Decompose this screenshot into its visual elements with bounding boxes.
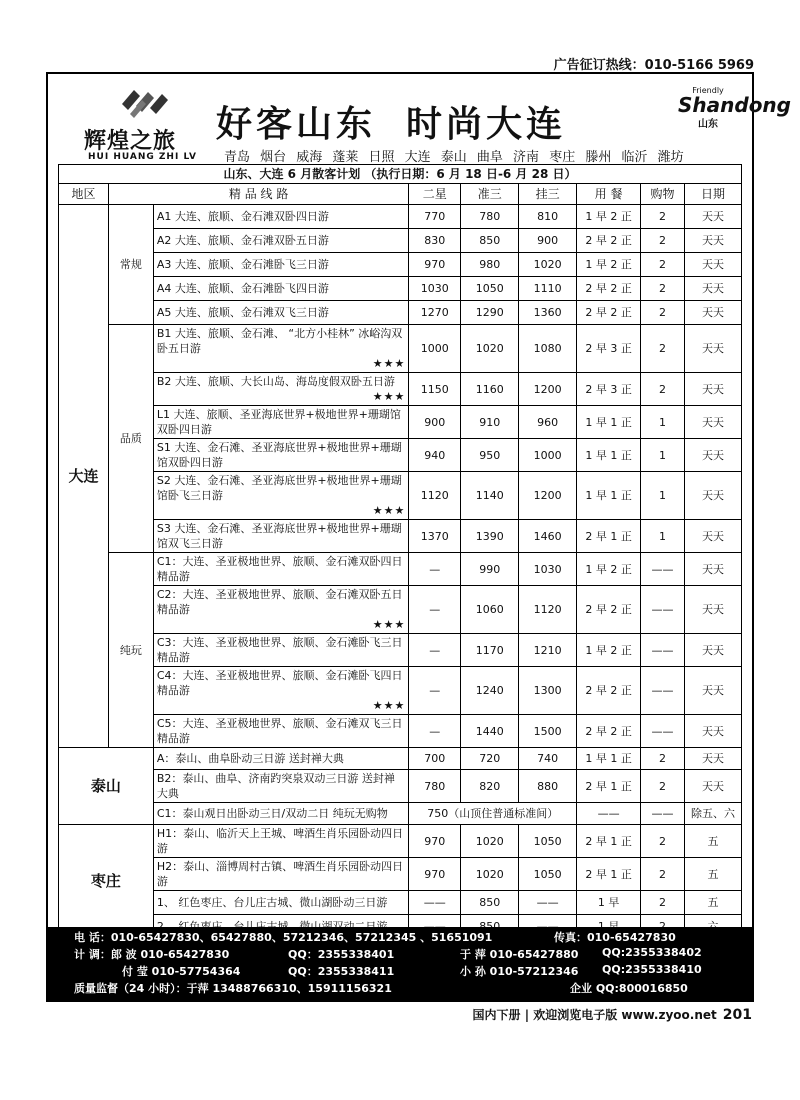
cell-date: 天天	[685, 770, 742, 803]
slogan-shandong: 好客山东	[216, 103, 377, 145]
table-row	[59, 667, 742, 715]
cell-shop: 2	[641, 891, 685, 915]
cell-meal: 2 早 2 正	[577, 586, 641, 634]
cell-g3: 1050	[519, 825, 577, 858]
dispatch-xiaosun: 小 孙 010-57212346	[460, 965, 579, 978]
cell-date: 五	[685, 858, 742, 891]
route-name: C5：大连、圣亚极地世界、旅顺、金石滩双飞三日精品游	[153, 715, 408, 748]
cell-date: 天天	[685, 325, 742, 373]
cell-s3: 1020	[461, 858, 519, 891]
cell-g3: 1020	[519, 253, 577, 277]
cell-g3: 1110	[519, 277, 577, 301]
dispatch-yuping: 于 萍 010-65427880	[460, 948, 579, 961]
route-name: C2：大连、圣亚极地世界、旅顺、金石滩双卧五日精品游 ★★★	[153, 586, 408, 634]
tour-plan-table	[58, 164, 742, 939]
cell-shop: 2	[641, 205, 685, 229]
route-name: C4：大连、圣亚极地世界、旅顺、金石滩卧飞四日精品游 ★★★	[153, 667, 408, 715]
table-row	[59, 472, 742, 520]
cell-meal: 1 早 1 正	[577, 472, 641, 520]
cell-s2: 970	[409, 858, 461, 891]
table-row	[59, 253, 742, 277]
quality-line: 质量监督（24 小时）：于萍 13488766310、15911156321	[74, 982, 392, 995]
cell-date: 天天	[685, 667, 742, 715]
cell-g3: 1050	[519, 858, 577, 891]
cell-shop: 2	[641, 748, 685, 770]
cell-g3: 1200	[519, 373, 577, 406]
cell-s3: 780	[461, 205, 519, 229]
cell-shop: 1	[641, 520, 685, 553]
fax-line: 传真：010-65427830	[554, 931, 676, 944]
route-name: C1：大连、圣亚极地世界、旅顺、金石滩双卧四日精品游	[153, 553, 408, 586]
cell-meal: 1 早 2 正	[577, 253, 641, 277]
cell-s2: —	[409, 715, 461, 748]
cell-date: 除五、六	[685, 803, 742, 825]
header-route: 精 品 线 路	[108, 184, 408, 205]
cell-shop: ——	[641, 667, 685, 715]
header-region: 地区	[59, 184, 109, 205]
region-taishan: 泰山	[59, 748, 154, 825]
table-row	[59, 825, 742, 858]
category-pinzhi: 品质	[108, 325, 153, 553]
cell-date: 天天	[685, 373, 742, 406]
table-row	[59, 634, 742, 667]
cell-g3: 1080	[519, 325, 577, 373]
city-list: 青岛 烟台 威海 蓬莱 日照 大连 泰山 曲阜 济南 枣庄 滕州 临沂 潍坊	[224, 150, 684, 165]
cell-g3: 1030	[519, 553, 577, 586]
slogan	[216, 96, 596, 147]
star-rating: ★★★	[372, 699, 406, 712]
cell-s2: 780	[409, 770, 461, 803]
cell-shop: 2	[641, 325, 685, 373]
cell-date: 天天	[685, 205, 742, 229]
cell-date: 天天	[685, 634, 742, 667]
page-footer	[473, 1006, 752, 1023]
route-name: A1 大连、旅顺、金石滩双卧四日游	[153, 205, 408, 229]
cell-s2: 1030	[409, 277, 461, 301]
star-rating: ★★★	[372, 357, 406, 370]
cell-s2: 970	[409, 825, 461, 858]
cell-s3: 1390	[461, 520, 519, 553]
cell-s3: 850	[461, 891, 519, 915]
qq-fuying: QQ：2355338411	[288, 965, 395, 978]
cell-shop: 2	[641, 253, 685, 277]
route-name: C1：泰山观日出卧动三日/双动二日 纯玩无购物	[153, 803, 408, 825]
cell-meal: 2 早 2 正	[577, 301, 641, 325]
logo-chinese: 辉煌之旅	[84, 129, 177, 154]
cell-s2: —	[409, 586, 461, 634]
table-row	[59, 748, 742, 770]
cell-s3: 1020	[461, 825, 519, 858]
cell-s3: 950	[461, 439, 519, 472]
cell-s2: ——	[409, 891, 461, 915]
route-name: A：泰山、曲阜卧动三日游 送封禅大典	[153, 748, 408, 770]
dispatch-fuying: 付 莹 010-57754364	[122, 965, 241, 978]
cell-g3: 1360	[519, 301, 577, 325]
cell-shop: 2	[641, 825, 685, 858]
table-row	[59, 406, 742, 439]
cell-s3: 1050	[461, 277, 519, 301]
table-row	[59, 553, 742, 586]
route-name: A3 大连、旅顺、金石滩卧飞三日游	[153, 253, 408, 277]
cell-meal: 1 早 1 正	[577, 748, 641, 770]
cell-date: 天天	[685, 406, 742, 439]
cell-shop: ——	[641, 803, 685, 825]
cell-g3: 960	[519, 406, 577, 439]
table-row	[59, 373, 742, 406]
cell-meal: 1 早 2 正	[577, 634, 641, 667]
cell-s3: 1160	[461, 373, 519, 406]
cell-shop: 2	[641, 858, 685, 891]
header-banner	[48, 74, 791, 165]
cell-meal: ——	[577, 803, 641, 825]
route-name: S1 大连、金石滩、圣亚海底世界+极地世界+珊瑚馆双卧四日游	[153, 439, 408, 472]
route-name: S2 大连、金石滩、圣亚海底世界+极地世界+珊瑚馆卧飞三日游 ★★★	[153, 472, 408, 520]
cell-g3: 740	[519, 748, 577, 770]
cell-meal: 2 早 3 正	[577, 373, 641, 406]
table-row	[59, 803, 742, 825]
cell-g3: 900	[519, 229, 577, 253]
table-row	[59, 325, 742, 373]
cell-meal: 2 早 2 正	[577, 715, 641, 748]
region-zaozhuang: 枣庄	[59, 825, 154, 939]
cell-meal: 1 早 2 正	[577, 553, 641, 586]
cell-s3: 820	[461, 770, 519, 803]
cell-date: 五	[685, 825, 742, 858]
cell-s2: —	[409, 553, 461, 586]
cell-meal: 1 早 1 正	[577, 439, 641, 472]
cell-meal: 2 早 1 正	[577, 825, 641, 858]
route-name: A5 大连、旅顺、金石滩双飞三日游	[153, 301, 408, 325]
table-row	[59, 770, 742, 803]
phone-line: 电 话：010-65427830、65427880、57212346、57212345 、51651091	[74, 931, 493, 944]
qq-xiaosun: QQ:2355338410	[602, 963, 702, 976]
star-rating: ★★★	[372, 504, 406, 517]
friendly-shandong-logo: Friendly Shandong 山东	[678, 86, 791, 130]
category-chunwan: 纯玩	[108, 553, 153, 748]
cell-meal: 1 早 1 正	[577, 406, 641, 439]
cell-s2: 700	[409, 748, 461, 770]
table-row	[59, 586, 742, 634]
table-row	[59, 520, 742, 553]
cell-s2: 900	[409, 406, 461, 439]
cell-g3: 1460	[519, 520, 577, 553]
cell-g3: 1210	[519, 634, 577, 667]
cell-s3: 1240	[461, 667, 519, 715]
cell-s3: 1440	[461, 715, 519, 748]
cell-meal: 2 早 1 正	[577, 770, 641, 803]
table-row	[59, 301, 742, 325]
cell-date: 天天	[685, 520, 742, 553]
cell-s2: 770	[409, 205, 461, 229]
cell-g3: 810	[519, 205, 577, 229]
table-header	[59, 184, 742, 205]
cell-s2: —	[409, 667, 461, 715]
cell-shop: 2	[641, 373, 685, 406]
table-row	[59, 229, 742, 253]
cell-shop: 2	[641, 277, 685, 301]
cell-g3: 880	[519, 770, 577, 803]
cell-s2: 940	[409, 439, 461, 472]
cell-s2: 750（山顶住普通标准间）	[409, 803, 577, 825]
header-quasi3: 准三	[461, 184, 519, 205]
cell-date: 五	[685, 891, 742, 915]
cell-meal: 2 早 2 正	[577, 277, 641, 301]
route-name: B2：泰山、曲阜、济南趵突泉双动三日游 送封禅大典	[153, 770, 408, 803]
corp-qq: 企业 QQ:800016850	[570, 982, 688, 995]
route-name: H1：泰山、临沂天上王城、啤酒生肖乐园卧动四日游	[153, 825, 408, 858]
cell-shop: ——	[641, 715, 685, 748]
star-rating: ★★★	[372, 390, 406, 403]
cell-s3: 850	[461, 229, 519, 253]
cell-shop: ——	[641, 553, 685, 586]
cell-shop: 2	[641, 770, 685, 803]
cell-date: 天天	[685, 472, 742, 520]
cell-g3: 1300	[519, 667, 577, 715]
cell-date: 天天	[685, 301, 742, 325]
table-row	[59, 205, 742, 229]
table-title: 山东、大连 6 月散客计划 （执行日期：6 月 18 日-6 月 28 日）	[59, 165, 742, 184]
cell-meal: 2 早 3 正	[577, 325, 641, 373]
table-row	[59, 891, 742, 915]
cell-s3: 1140	[461, 472, 519, 520]
header-2star: 二星	[409, 184, 461, 205]
header-shopping: 购物	[641, 184, 685, 205]
cell-s3: 1060	[461, 586, 519, 634]
cell-s2: 1150	[409, 373, 461, 406]
table-row	[59, 715, 742, 748]
cell-s2: 830	[409, 229, 461, 253]
table-row	[59, 277, 742, 301]
logo-english: HUI HUANG ZHI LV	[88, 152, 197, 162]
route-name: 1、 红色枣庄、台儿庄古城、微山湖卧动三日游	[153, 891, 408, 915]
dispatch-langbo: 计 调：郎 波 010-65427830	[74, 948, 230, 961]
cell-date: 天天	[685, 439, 742, 472]
cell-meal: 2 早 1 正	[577, 858, 641, 891]
route-name: B2 大连、旅顺、大长山岛、海岛度假双卧五日游 ★★★	[153, 373, 408, 406]
cell-s3: 980	[461, 253, 519, 277]
page-number: 201	[722, 1007, 752, 1023]
cell-shop: ——	[641, 586, 685, 634]
cell-shop: 1	[641, 439, 685, 472]
cell-g3: 1000	[519, 439, 577, 472]
logo-icon	[116, 84, 176, 124]
route-name: L1 大连、旅顺、圣亚海底世界+极地世界+珊瑚馆双卧四日游	[153, 406, 408, 439]
route-name: B1 大连、旅顺、金石滩、 “北方小桂林” 冰峪沟双卧五日游 ★★★	[153, 325, 408, 373]
cell-shop: 2	[641, 301, 685, 325]
region-dalian: 大连	[59, 205, 109, 748]
cell-shop: 1	[641, 406, 685, 439]
route-name: S3 大连、金石滩、圣亚海底世界+极地世界+珊瑚馆双飞三日游	[153, 520, 408, 553]
cell-s3: 910	[461, 406, 519, 439]
cell-shop: 1	[641, 472, 685, 520]
cell-meal: 2 早 1 正	[577, 520, 641, 553]
cell-meal: 1 早	[577, 891, 641, 915]
cell-g3: 1200	[519, 472, 577, 520]
cell-date: 天天	[685, 586, 742, 634]
cell-date: 天天	[685, 715, 742, 748]
route-name: C3：大连、圣亚极地世界、旅顺、金石滩卧飞三日精品游	[153, 634, 408, 667]
route-name: A4 大连、旅顺、金石滩卧飞四日游	[153, 277, 408, 301]
cell-s2: 1000	[409, 325, 461, 373]
category-changgui: 常规	[108, 205, 153, 325]
cell-meal: 1 早 2 正	[577, 205, 641, 229]
cell-s2: 1120	[409, 472, 461, 520]
cell-shop: 2	[641, 229, 685, 253]
cell-date: 天天	[685, 553, 742, 586]
cell-date: 天天	[685, 748, 742, 770]
cell-s3: 990	[461, 553, 519, 586]
ad-hotline: 广告征订热线：010-5166 5969	[553, 58, 754, 73]
qq-yuping: QQ:2355338402	[602, 946, 702, 959]
table-row	[59, 439, 742, 472]
cell-s3: 1020	[461, 325, 519, 373]
slogan-dalian: 时尚大连	[406, 103, 567, 145]
header-date: 日期	[685, 184, 742, 205]
header-meal: 用 餐	[577, 184, 641, 205]
cell-s2: 1270	[409, 301, 461, 325]
header-listed3: 挂三	[519, 184, 577, 205]
cell-g3: ——	[519, 891, 577, 915]
footer-text: 国内下册 | 欢迎浏览电子版 www.zyoo.net	[472, 1008, 717, 1022]
cell-s2: —	[409, 634, 461, 667]
cell-g3: 1120	[519, 586, 577, 634]
qq-langbo: QQ：2355338401	[288, 948, 395, 961]
cell-s3: 1170	[461, 634, 519, 667]
cell-s2: 970	[409, 253, 461, 277]
logo	[76, 84, 226, 162]
cell-date: 天天	[685, 253, 742, 277]
table-row	[59, 858, 742, 891]
cell-s3: 720	[461, 748, 519, 770]
route-name: H2：泰山、淄博周村古镇、啤酒生肖乐园卧动四日游	[153, 858, 408, 891]
cell-s3: 1290	[461, 301, 519, 325]
cell-g3: 1500	[519, 715, 577, 748]
cell-s2: 1370	[409, 520, 461, 553]
contact-bar	[48, 927, 752, 1000]
star-rating: ★★★	[372, 618, 406, 631]
cell-meal: 2 早 2 正	[577, 229, 641, 253]
cell-date: 天天	[685, 277, 742, 301]
cell-meal: 2 早 2 正	[577, 667, 641, 715]
route-name: A2 大连、旅顺、金石滩双卧五日游	[153, 229, 408, 253]
cell-shop: ——	[641, 634, 685, 667]
cell-date: 天天	[685, 229, 742, 253]
